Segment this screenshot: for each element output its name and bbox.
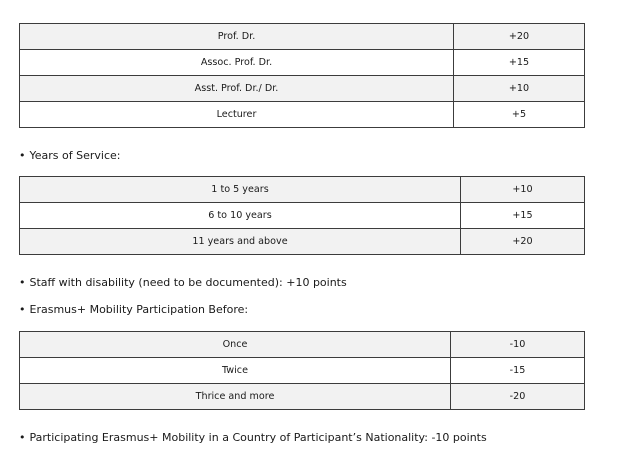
table-row <box>20 332 585 358</box>
title-cell: Asst. Prof. Dr./ Dr. <box>20 76 454 102</box>
participation-cell: Thrice and more <box>20 384 451 410</box>
points-cell: -20 <box>451 384 585 410</box>
table-row <box>20 102 585 128</box>
bullet-icon: • <box>19 303 26 316</box>
table-row <box>20 358 585 384</box>
years-of-service-label: Years of Service: <box>29 149 121 162</box>
disability-text: Staff with disability (need to be documented): +10 points <box>29 276 347 289</box>
nationality-text: Participating Erasmus+ Mobility in a Country of Participant’s Nationality: -10 points <box>29 431 487 444</box>
table-row <box>20 384 585 410</box>
points-cell: +20 <box>454 24 585 50</box>
points-cell: +15 <box>454 50 585 76</box>
years-cell: 1 to 5 years <box>20 177 461 203</box>
erasmus-before-heading <box>19 303 248 317</box>
points-cell: -10 <box>451 332 585 358</box>
bullet-icon: • <box>19 431 26 444</box>
participation-cell: Twice <box>20 358 451 384</box>
erasmus-before-table <box>19 331 585 410</box>
title-cell: Lecturer <box>20 102 454 128</box>
table-row <box>20 203 585 229</box>
nationality-bullet <box>19 431 487 445</box>
bullet-icon: • <box>19 276 26 289</box>
table-row <box>20 229 585 255</box>
title-cell: Assoc. Prof. Dr. <box>20 50 454 76</box>
table-row <box>20 76 585 102</box>
points-cell: +10 <box>454 76 585 102</box>
table-row <box>20 24 585 50</box>
years-cell: 6 to 10 years <box>20 203 461 229</box>
academic-title-table <box>19 23 585 128</box>
participation-cell: Once <box>20 332 451 358</box>
title-cell: Prof. Dr. <box>20 24 454 50</box>
table-row <box>20 50 585 76</box>
points-cell: +20 <box>461 229 585 255</box>
points-cell: +5 <box>454 102 585 128</box>
bullet-icon: • <box>19 149 26 162</box>
years-of-service-table <box>19 176 585 255</box>
years-of-service-heading <box>19 149 120 163</box>
points-cell: +15 <box>461 203 585 229</box>
years-cell: 11 years and above <box>20 229 461 255</box>
points-cell: +10 <box>461 177 585 203</box>
table-row <box>20 177 585 203</box>
disability-bullet <box>19 276 347 290</box>
erasmus-before-label: Erasmus+ Mobility Participation Before: <box>29 303 249 316</box>
points-cell: -15 <box>451 358 585 384</box>
